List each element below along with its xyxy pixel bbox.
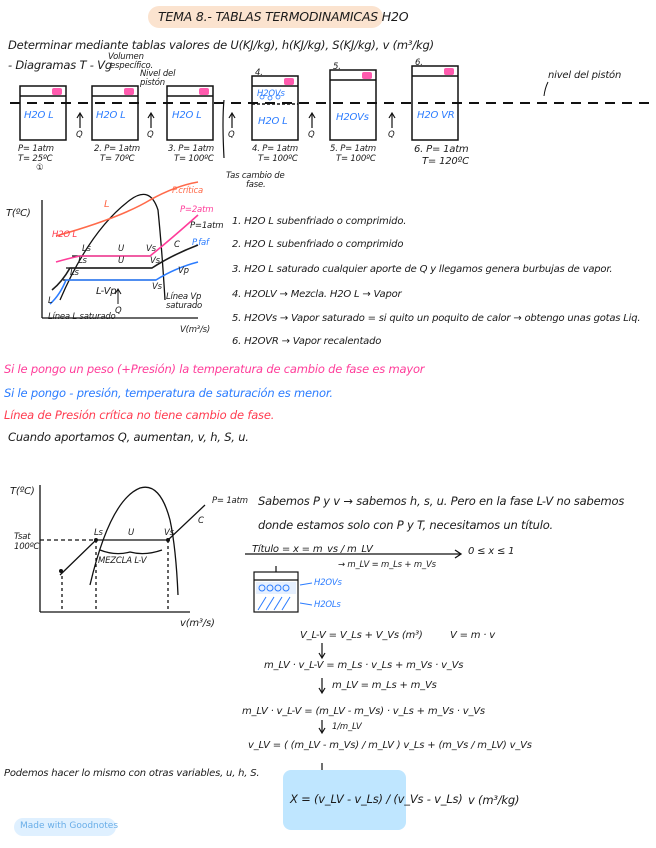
container-5-content: H2OVs (336, 112, 369, 123)
d2-c-label: C (198, 516, 204, 526)
state-1-line2: T= 25ºC (18, 154, 53, 164)
container-4-content: H2O L (258, 116, 288, 127)
d1-q-label: Q (115, 306, 122, 316)
page-title: TEMA 8.- TABLAS TERMODINAMICAS H2O (158, 9, 409, 24)
d1-point-l: L (48, 296, 53, 306)
equation-3: m_LV = m_Ls + m_Vs (332, 680, 437, 691)
diagram-line: - Diagramas T - Vg (8, 58, 112, 72)
list-item-2: 2. H2O L subenfriado o comprimido (232, 239, 404, 250)
d1-point-vs-3: Vs (152, 282, 162, 292)
nivel-piston-right: nivel del pistón (548, 70, 622, 81)
state-3-line1: 3. P= 1atm (168, 144, 214, 154)
equation-2: m_LV · v_L-V = m_Ls · v_Ls + m_Vs · v_Vs (264, 660, 464, 671)
equation-1b: V = m · v (450, 630, 495, 641)
equation-5-divisor: 1/m_LV (332, 722, 362, 732)
final-formula: X = (v_LV - v_Ls) / (v_Vs - v_Ls) (290, 792, 463, 806)
note-black: Cuando aportamos Q, aumentan, v, h, S, u. (8, 430, 249, 444)
d1-region-lvp: L-Vp (96, 286, 117, 297)
d1-point-vs-1: Vs (146, 244, 156, 254)
q-label-5: Q (388, 130, 395, 140)
state-6-line1: 6. P= 1atm (414, 144, 469, 155)
state-2-line1: 2. P= 1atm (94, 144, 140, 154)
d1-liquid-line: Línea L saturado (48, 312, 116, 322)
d2-point-ls: Ls (94, 528, 103, 538)
d1-point-u-1: U (118, 244, 125, 254)
equation-1: V_L-V = V_Ls + V_Vs (m³) (300, 630, 423, 641)
goodnotes-badge-text: Made with Goodnotes (20, 821, 119, 831)
state-1-marker: ① (36, 163, 44, 173)
d2-ylabel: T(ºC) (10, 486, 35, 497)
note-pink: Si le pongo un peso (+Presión) la temperatura de cambio de fase es mayor (4, 362, 425, 376)
q-label-4: Q (308, 130, 315, 140)
d1-ylabel: T(ºC) (6, 208, 31, 219)
tank-top-label: H2OVs (314, 578, 342, 588)
nivel-piston-small: Nivel del pistón (140, 69, 176, 88)
container-3-content: H2O L (172, 110, 202, 121)
container-5-number: 5. (333, 62, 341, 72)
d1-xlabel: V(m³/s) (180, 325, 211, 335)
d1-point-ls-3: Ls (70, 268, 79, 278)
d2-xlabel: v(m³/s) (180, 618, 215, 629)
container-4-top-content: H2OVs (257, 89, 285, 99)
tas-note-1: Tas cambio de (226, 171, 285, 181)
list-item-1: 1. H2O L subenfriado o comprimido. (232, 216, 407, 227)
container-1-content: H2O L (24, 110, 54, 121)
state-1-line1: P= 1atm (18, 144, 54, 154)
d2-point-vs: Vs (164, 528, 174, 538)
d1-vapor-line-1: Línea Vp (166, 292, 202, 302)
equation-6: v_LV = ( (m_LV - m_Vs) / m_LV ) v_Ls + (m_Vs / m_LV) v_Vs (248, 740, 532, 751)
right-line-1: Sabemos P y v → sabemos h, s, u. Pero en la fase L-V no sabemos (258, 494, 625, 508)
right-line-2: donde estamos solo con P y T, necesitamos un título. (258, 518, 554, 532)
mlv-note: → m_LV = m_Ls + m_Vs (338, 560, 436, 570)
state-4-line2: T= 100ºC (258, 154, 298, 164)
state-5-line1: 5. P= 1atm (330, 144, 376, 154)
note-blue: Si le pongo - presión, temperatura de saturación es menor. (4, 386, 333, 400)
state-2-line2: T= 70ºC (100, 154, 135, 164)
d1-h2ol: H2O L (52, 230, 77, 240)
container-4-number: 4. (255, 68, 263, 78)
q-label-2: Q (147, 130, 154, 140)
especifico-label: específico. (110, 61, 154, 71)
intro-line: Determinar mediante tablas valores de U(KJ/kg), h(KJ/kg), S(KJ/kg), v (m³/kg) (8, 38, 434, 52)
d1-point-vs-2: Vs (150, 256, 160, 266)
container-2-content: H2O L (96, 110, 126, 121)
q-label-1: Q (76, 130, 83, 140)
final-units: v (m³/kg) (468, 793, 520, 807)
d2-point-u: U (128, 528, 135, 538)
list-item-3: 3. H2O L saturado cualquier aporte de Q y llegamos genera burbujas de vapor. (232, 264, 613, 275)
d2-tsat: Tsat (14, 532, 31, 542)
d1-point-ls-2: Ls (78, 256, 87, 266)
bottom-note: Podemos hacer lo mismo con otras variables, u, h, S. (4, 768, 260, 779)
volumen-label: Volumen (108, 52, 144, 62)
d1-p1atm: P=1atm (190, 221, 224, 231)
d1-c-label: C (174, 240, 180, 250)
d1-vapor-line-2: saturado (166, 301, 203, 311)
d1-p2atm: P=2atm (180, 205, 214, 215)
container-6-content: H2O VR (417, 110, 455, 121)
state-3-line2: T= 100ºC (174, 154, 214, 164)
note-red: Línea de Presión crítica no tiene cambio de fase. (4, 408, 275, 422)
state-6-line2: T= 120ºC (422, 156, 469, 167)
list-item-4: 4. H2OLV → Mezcla. H2O L → Vapor (232, 289, 402, 300)
titulo-range: 0 ≤ x ≤ 1 (468, 546, 515, 557)
equation-4: m_LV · v_L-V = (m_LV - m_Vs) · v_Ls + m_Vs · v_Vs (242, 706, 485, 717)
container-6-number: 6. (415, 58, 423, 68)
d2-p-label: P= 1atm (212, 496, 248, 506)
list-item-6: 6. H2OVR → Vapor recalentado (232, 336, 382, 347)
state-4-line1: 4. P= 1atm (252, 144, 298, 154)
tas-note-2: fase. (246, 180, 266, 190)
titulo-eq: Título = x = m_vs / m_LV (252, 544, 373, 555)
d1-point-u-2: U (118, 256, 125, 266)
d1-critical: P.crítica (172, 186, 203, 196)
tank-bottom-label: H2OLs (314, 600, 341, 610)
d1-point-ls-1: Ls (82, 244, 91, 254)
d1-region-l: L (104, 199, 110, 210)
d1-region-vp: Vp (178, 266, 189, 276)
d2-tsat-value: 100ºC (14, 542, 40, 552)
q-label-3: Q (228, 130, 235, 140)
d2-mezcla: MEZCLA L-V (98, 556, 147, 566)
state-5-line2: T= 100ºC (336, 154, 376, 164)
d1-pfaf: P.faf (192, 238, 209, 248)
list-item-5: 5. H2OVs → Vapor saturado = si quito un poquito de calor → obtengo unas gotas Liq. (232, 313, 641, 324)
